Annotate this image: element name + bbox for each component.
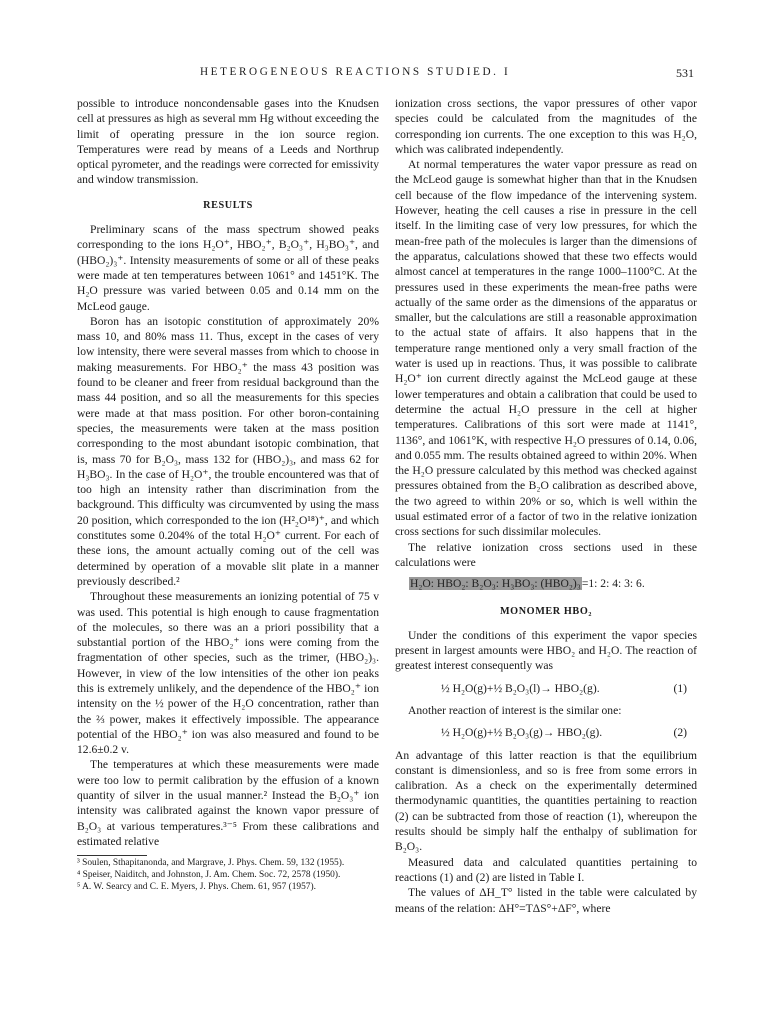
footnote-3: ³ Soulen, Sthapitanonda, and Margrave, J. Phys. Chem. 59, 132 (1955).	[77, 858, 345, 869]
paragraph-ionizing: Throughout these measurements an ionizing potential of 75 v was used. This potential is high enough to cause fragmentation of the molecules, so there was an a priori possibility that a substantial portion of the HBO₂⁺ ions were coming from the fragmentation of other species, such as the trimer, (HBO₂)₃. However, in view of the low intensities of the other ion peaks this is extremely unlikely, and the dependence of the HBO₂⁺ ion intensity on the ½ power of the H₂O concentration, rather than the ⅔ power, makes it effectively impossible. The appearance potential of the HBO₂⁺ ion was also measured and found to be 12.6±0.2 v.	[77, 590, 379, 757]
paragraph-delta-h-values: The values of ΔH_T° listed in the table were calculated by means of the relation: ΔH°=TΔS°+ΔF°, where	[395, 886, 697, 915]
footnote-rule	[77, 855, 147, 856]
paragraph-conditions: Under the conditions of this experiment the vapor species present in largest amounts were HBO₂ and H₂O. The reaction of greatest interest consequently was	[395, 628, 697, 673]
results-heading: RESULTS	[203, 199, 253, 211]
paragraph-intro: possible to introduce noncondensable gases into the Knudsen cell at pressures as high as several mm Hg without exceeding the limit of operating pressure in the ion source region. Temperatures were read by means of a Leeds and Northrup optical pyrometer, and the readings were corrected for emissivity and window transmission.	[77, 97, 379, 187]
equation-2-body: ½ H₂O(g)+½ B₂O₃(g)→ HBO₂(g).	[441, 726, 603, 740]
equation-1-body: ½ H₂O(g)+½ B₂O₃(l)→ HBO₂(g).	[441, 681, 600, 695]
page-number: 531	[676, 66, 694, 80]
running-title: HETEROGENEOUS REACTIONS STUDIED. I	[200, 66, 511, 78]
paragraph-ionization: ionization cross sections, the vapor pressures of other vapor species could be calculated from the magnitudes of the corresponding ion currents. The one exception to this was H₂O, which was calibrated independently.	[395, 97, 697, 156]
running-header	[82, 66, 694, 82]
paragraph-scans: Preliminary scans of the mass spectrum showed peaks corresponding to the ions H₂O⁺, HBO₂⁺, B₂O₃⁺, H₃BO₃⁺, and (HBO₂)₃⁺. Intensity measurements of some or all of these peaks were made at ten temperatures between 1061° and 1451°K. The H₂O pressure was varied between 0.05 and 0.14 mm on the McLeod gauge.	[77, 223, 379, 313]
ratio-values: =1: 2: 4: 3: 6.	[581, 577, 645, 591]
equation-2-number: (2)	[673, 726, 687, 740]
equation-2	[395, 725, 697, 740]
left-column	[77, 96, 379, 894]
paragraph-temperatures: The temperatures at which these measurements were made were too low to permit calibration by the effusion of a known quantity of silver in the usual manner.² Instead the B₂O₃⁺ ion intensity was calibrated against the known vapor pressure of B₂O₃ at various temperatures.³⁻⁵ From these calibrations and estimated relative	[77, 758, 379, 848]
footnotes	[77, 858, 379, 893]
monomer-heading: MONOMER HBO₂	[499, 605, 593, 617]
right-column	[395, 96, 697, 916]
cross-section-ratio	[395, 576, 697, 591]
paragraph-another-reaction: Another reaction of interest is the similar one:	[408, 703, 622, 717]
equation-1-number: (1)	[673, 681, 687, 695]
ratio-species-highlighted: H₂O: HBO₂: B₂O₃: H₃BO₃: (HBO₂)₃	[410, 577, 581, 591]
paragraph-advantage: An advantage of this latter reaction is that the equilibrium constant is dimensionless, and so is free from some errors in calibration. As a check on the experimentally determined thermodynamic quantities, the quantities pertaining to reaction (2) can be subtracted from those of reaction (1), whereupon the results should be simply half the enthalpy of sublimation for B₂O₃.	[395, 748, 697, 854]
equation-1	[395, 681, 697, 696]
footnote-4: ⁴ Speiser, Naiditch, and Johnston, J. Am. Chem. Soc. 72, 2578 (1950).	[77, 870, 341, 881]
paragraph-relative-cross-sections: The relative ionization cross sections used in these calculations were	[395, 540, 697, 569]
paragraph-boron: Boron has an isotopic constitution of approximately 20% mass 10, and 80% mass 11. Thus, except in the cases of very low intensity, there were several masses from which to choose in making measurements. For HBO₂⁺ the mass 43 position was found to be cleaner and freer from residual background than the mass 44 position, and so all the measurements for this species were made at that mass position. For other boron-containing species, the measurements were taken at the mass position corresponding to the most abundant isotopic combination, that is, mass 70 for B₂O₃, mass 132 for (HBO₂)₃, and mass 62 for H₃BO₃. In the case of H₂O⁺, the trouble encountered was that of too high an intensity rather than discrimination from the background. This difficulty was circumvented by using the mass 20 position, which corresponded to the ion (H²₂O¹⁸)⁺, and which constitutes some 0.204% of the total H₂O⁺ current. For each of these ions, the amount actually coming out of the cell was determined by operation of a movable slit plate in a manner previously described.²	[77, 314, 379, 588]
paragraph-measured-data: Measured data and calculated quantities pertaining to reactions (1) and (2) are listed in Table I.	[395, 855, 697, 884]
footnote-5: ⁵ A. W. Searcy and C. E. Myers, J. Phys. Chem. 61, 957 (1957).	[77, 882, 316, 893]
paragraph-water-vapor: At normal temperatures the water vapor pressure as read on the McLeod gauge is somewhat higher than that in the Knudsen cell because of the flow impedance of the intervening system. However, heating the cell causes a rise in pressure in the cell itself. In the limiting case of very low pressures, for which the mean-free path of the molecules is larger than the dimensions of the apparatus, calculations showed that these two effects would almost cancel at temperatures in the range 1000–1100°C. At the pressures used in these experiments the mean-free paths were actually of the same order as the dimensions of the apparatus or smaller, but the calculations are still a reasonable approximation to the actual state of affairs. It also happens that in the temperature range mentioned only a very small fraction of the water is used up in reactions. Thus, it was possible to calibrate H₂O⁺ ion current directly against the McLeod gauge at these lower temperatures and obtain a calibration that could be used to determine the actual H₂O pressure in the cell at higher temperatures. Calibrations of this sort were made at 1141°, 1136°, and 1061°K, with respective H₂O pressures of 0.14, 0.06, and 0.055 mm. The results obtained agreed to within 20%. When the H₂O pressure calculated by this method was checked against pressures obtained from the B₂O calibration as described above, the two agreed to within 20% or so, which is well within the usual estimated error of a factor of two in the relative ionization cross sections for such dissimilar molecules.	[395, 158, 697, 539]
